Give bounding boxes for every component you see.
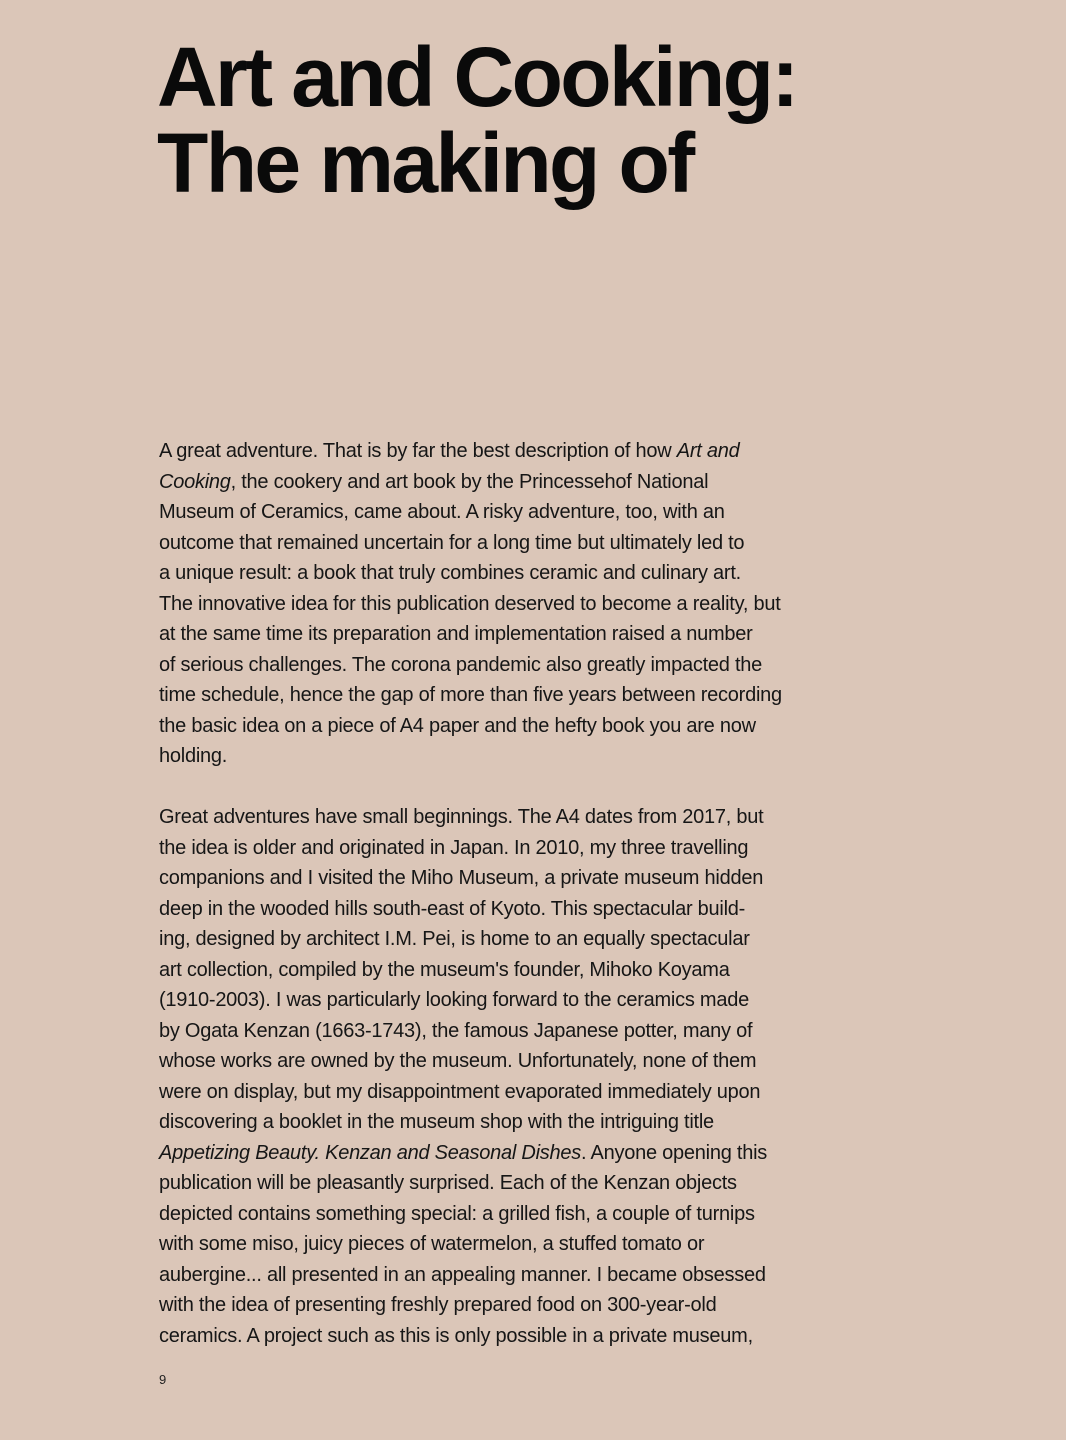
text-line: publication will be pleasantly surprised. Each of the Kenzan objects: [159, 1172, 737, 1194]
title-line-2: The making of: [157, 116, 693, 210]
text-line: Great adventures have small beginnings. The A4 dates from 2017, but: [159, 806, 764, 828]
text-line: Appetizing Beauty. Kenzan and Seasonal Dishes. Anyone opening this: [159, 1141, 768, 1164]
text-line: companions and I visited the Miho Museum, a private museum hidden: [159, 867, 764, 889]
text-line: with some miso, juicy pieces of watermelon, a stuffed tomato or: [159, 1233, 705, 1255]
text-line: The innovative idea for this publication deserved to become a reality, but: [159, 592, 781, 615]
text-line: by Ogata Kenzan (1663-1743), the famous Japanese potter, many of: [159, 1019, 753, 1042]
text-line: (1910-2003). I was particularly looking forward to the ceramics made: [159, 989, 749, 1011]
text-line: A great adventure. That is by far the best description of how Art and: [159, 440, 740, 462]
text-line: ing, designed by architect I.M. Pei, is home to an equally spectacular: [159, 928, 750, 950]
text-line: depicted contains something special: a grilled fish, a couple of turnips: [159, 1202, 755, 1225]
text-line: with the idea of presenting freshly prepared food on 300-year-old: [159, 1294, 717, 1316]
text-line: Cooking, the cookery and art book by the Princessehof National: [159, 470, 709, 493]
text-line: art collection, compiled by the museum's founder, Mihoko Koyama: [159, 958, 730, 981]
book-title-italic: Appetizing Beauty. Kenzan and Seasonal Dishes: [159, 1141, 582, 1164]
text-line: aubergine... all presented in an appealing manner. I became obsessed: [159, 1263, 766, 1286]
text-line: deep in the wooded hills south-east of Kyoto. This spectacular build-: [159, 897, 746, 920]
text-line: at the same time its preparation and implementation raised a number: [159, 623, 753, 645]
book-title-italic: Art and: [676, 440, 740, 462]
text-line: Museum of Ceramics, came about. A risky adventure, too, with an: [159, 501, 725, 523]
text-line: the basic idea on a piece of A4 paper and the hefty book you are now: [159, 714, 756, 737]
text-line: the idea is older and originated in Japan. In 2010, my three travelling: [159, 836, 749, 859]
text-line: whose works are owned by the museum. Unfortunately, none of them: [159, 1050, 757, 1072]
text-line: holding.: [159, 745, 228, 767]
text-line: outcome that remained uncertain for a long time but ultimately led to: [159, 531, 745, 554]
text-line: a unique result: a book that truly combines ceramic and culinary art.: [159, 562, 741, 584]
page-title: [157, 30, 797, 210]
body-text: [159, 436, 849, 1382]
book-title-italic: Cooking: [159, 470, 231, 493]
page-number: 9: [159, 1372, 167, 1387]
text-line: of serious challenges. The corona pandemic also greatly impacted the: [159, 653, 762, 676]
title-line-1: Art and Cooking:: [157, 30, 797, 124]
text-line: were on display, but my disappointment evaporated immediately upon: [159, 1080, 761, 1103]
text-line: discovering a booklet in the museum shop with the intriguing title: [159, 1111, 714, 1133]
paragraph-2: [159, 802, 849, 1351]
text-line: ceramics. A project such as this is only possible in a private museum,: [159, 1324, 753, 1347]
text-line: time schedule, hence the gap of more than five years between recording: [159, 684, 782, 706]
paragraph-1: [159, 436, 849, 772]
